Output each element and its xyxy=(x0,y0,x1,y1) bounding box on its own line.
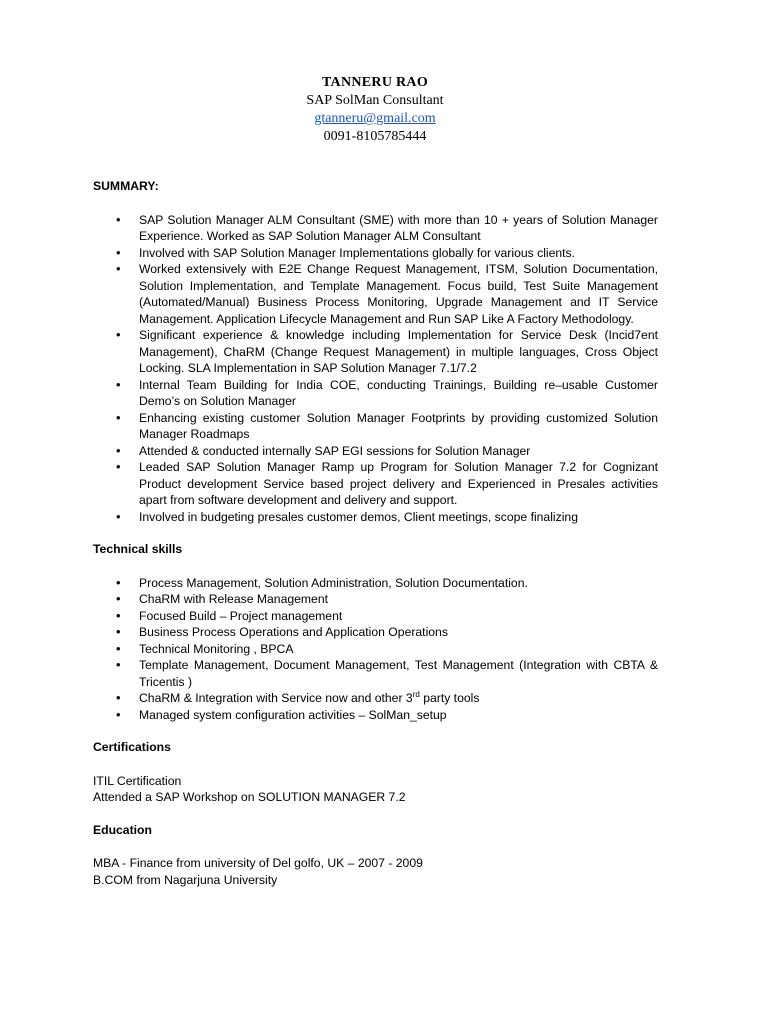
list-item: • Internal Team Building for India COE, conducting Trainings, Building re–usable Customer Demo’s on Solution Manager xyxy=(93,377,658,410)
education-line: MBA - Finance from university of Del golfo, UK – 2007 - 2009 xyxy=(93,856,423,870)
summary-heading: SUMMARY: xyxy=(93,179,159,193)
list-item: • ChaRM with Release Management xyxy=(93,591,658,608)
list-item-text: ChaRM & Integration with Service now and other 3 xyxy=(139,691,413,705)
summary-list xyxy=(93,212,658,526)
list-item: • Involved with SAP Solution Manager Implementations globally for various clients. xyxy=(93,245,658,262)
list-item: • Attended & conducted internally SAP EGI sessions for Solution Manager xyxy=(93,443,658,460)
list-item: • Enhancing existing customer Solution Manager Footprints by providing customized Solution Manager Roadmaps xyxy=(93,410,658,443)
certification-line: Attended a SAP Workshop on SOLUTION MANAGER 7.2 xyxy=(93,790,406,804)
certification-line: ITIL Certification xyxy=(93,773,182,788)
certifications-heading: Certifications xyxy=(93,740,171,754)
list-item: • Business Process Operations and Application Operations xyxy=(93,624,658,641)
education-heading: Education xyxy=(93,822,152,837)
list-item: • SAP Solution Manager ALM Consultant (SME) with more than 10 + years of Solution Manager Experience. Worked as SAP Solution Manager ALM Consultant xyxy=(93,212,658,245)
list-item: • Process Management, Solution Administration, Solution Documentation. xyxy=(93,575,658,592)
technical-skills-heading: Technical skills xyxy=(93,542,183,556)
list-item: • Leaded SAP Solution Manager Ramp up Program for Solution Manager 7.2 for Cognizant Product development Service based project delivery and Experienced in Presales activities apart from software development and delivery and support. xyxy=(93,459,658,509)
education-line: B.COM from Nagarjuna University xyxy=(93,872,278,887)
list-item: • Involved in budgeting presales customer demos, Client meetings, scope finalizing xyxy=(93,509,658,526)
phone-number: 0091-8105785444 xyxy=(323,129,427,144)
candidate-title: SAP SolMan Consultant xyxy=(306,93,444,108)
list-item-text: party tools xyxy=(419,691,480,705)
list-item: • Template Management, Document Management, Test Management (Integration with CBTA & Tricentis ) xyxy=(93,657,658,690)
list-item xyxy=(93,690,658,707)
technical-skills-list xyxy=(93,575,658,724)
resume-header xyxy=(0,74,750,146)
list-item: • Managed system configuration activities – SolMan_setup xyxy=(93,707,658,724)
superscript-mark: rd xyxy=(412,689,420,699)
list-item: • Worked extensively with E2E Change Request Management, ITSM, Solution Documentation, Solution Implementation, and Template Management. Focus build, Test Suite Management (Automated/Manual) Business Process Monitoring, Upgrade Management and IT Service Management. Application Lifecycle Management and Run SAP Like A Factory Methodology. xyxy=(93,261,658,327)
list-item: • Significant experience & knowledge including Implementation for Service Desk (Incid7ent Management), ChaRM (Change Request Management) in multiple languages, Cross Object Locking. SLA Implementation in SAP Solution Manager 7.1/7.2 xyxy=(93,327,658,377)
email-link[interactable]: gtanneru@gmail.com xyxy=(314,111,436,126)
list-item: • Focused Build – Project management xyxy=(93,608,658,625)
resume-body xyxy=(93,178,658,888)
list-item: • Technical Monitoring , BPCA xyxy=(93,641,658,658)
candidate-name: TANNERU RAO xyxy=(321,75,429,90)
